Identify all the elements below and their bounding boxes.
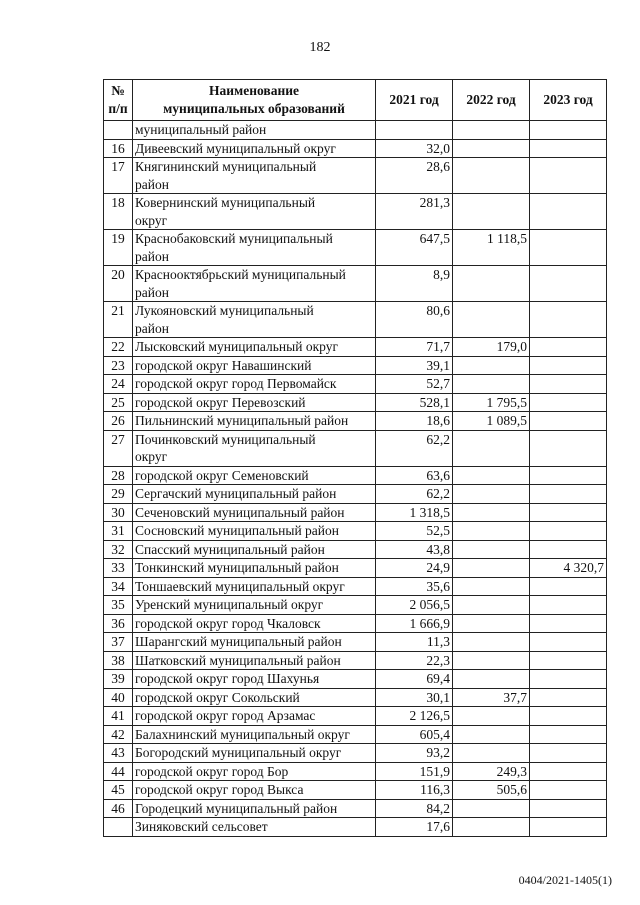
- table-header-row: [104, 80, 607, 121]
- municipality-name-line: городской округ Перевозский: [135, 394, 306, 410]
- municipality-name: [133, 338, 376, 357]
- municipality-name: [133, 522, 376, 541]
- value-2023: [530, 266, 607, 302]
- municipality-name: [133, 230, 376, 266]
- value-2021: 281,3: [376, 194, 453, 230]
- municipality-name: [133, 302, 376, 338]
- value-2021: 22,3: [376, 651, 453, 670]
- municipality-name-line: Лукояновский муниципальный: [135, 303, 314, 318]
- table-row: [104, 522, 607, 541]
- value-2023: [530, 485, 607, 504]
- municipality-name: [133, 466, 376, 485]
- value-2023: [530, 633, 607, 652]
- value-2021: 93,2: [376, 744, 453, 763]
- table-row: [104, 651, 607, 670]
- table-row: [104, 266, 607, 302]
- value-2023: [530, 412, 607, 431]
- value-2022: [453, 633, 530, 652]
- municipality-name: [133, 799, 376, 818]
- value-2022: [453, 139, 530, 158]
- municipality-name-line: Городецкий муниципальный район: [135, 800, 338, 816]
- table-row: [104, 762, 607, 781]
- municipality-name-line: Балахнинский муниципальный округ: [135, 726, 350, 742]
- value-2023: [530, 596, 607, 615]
- value-2023: [530, 707, 607, 726]
- table-row: [104, 466, 607, 485]
- row-number: 16: [104, 139, 133, 158]
- value-2021: 43,8: [376, 540, 453, 559]
- table-row: [104, 302, 607, 338]
- value-2022: [453, 670, 530, 689]
- value-2021: 528,1: [376, 393, 453, 412]
- municipality-name: [133, 818, 376, 837]
- value-2021: 24,9: [376, 559, 453, 578]
- row-number: 40: [104, 688, 133, 707]
- table-row: [104, 393, 607, 412]
- row-number: 41: [104, 707, 133, 726]
- row-number: 44: [104, 762, 133, 781]
- municipality-name-line: Уренский муниципальный округ: [135, 597, 324, 612]
- table-row: [104, 596, 607, 615]
- header-name: [133, 80, 376, 121]
- municipality-name-line: Лысковский муниципальный округ: [135, 339, 338, 354]
- value-2021: 1 666,9: [376, 614, 453, 633]
- value-2023: [530, 744, 607, 763]
- municipality-name-line: Починковский муниципальный: [135, 431, 316, 447]
- municipality-name: [133, 614, 376, 633]
- header-number-line1: №: [111, 83, 125, 98]
- value-2022: [453, 158, 530, 194]
- value-2022: [453, 485, 530, 504]
- row-number: 25: [104, 393, 133, 412]
- table-row: [104, 139, 607, 158]
- value-2021: 17,6: [376, 818, 453, 837]
- municipality-name: [133, 559, 376, 578]
- municipality-name: [133, 393, 376, 412]
- table-row: [104, 430, 607, 466]
- municipality-name: [133, 121, 376, 140]
- municipality-name-line: район: [135, 320, 169, 336]
- value-2021: 35,6: [376, 577, 453, 596]
- header-name-line1: Наименование: [209, 83, 299, 98]
- value-2022: [453, 522, 530, 541]
- municipality-name-line: Тонкинский муниципальный район: [135, 560, 339, 575]
- row-number: 31: [104, 522, 133, 541]
- value-2021: 69,4: [376, 670, 453, 689]
- header-2021: 2021 год: [376, 80, 453, 121]
- municipality-name-line: Дивеевский муниципальный округ: [135, 140, 336, 156]
- value-2021: 62,2: [376, 430, 453, 466]
- municipality-name: [133, 762, 376, 781]
- table-row: [104, 230, 607, 266]
- table-row: [104, 781, 607, 800]
- page-number: 182: [309, 40, 331, 55]
- municipality-name-line: Тоншаевский муниципальный округ: [135, 578, 345, 594]
- municipality-name-line: Краснооктябрьский муниципальный: [135, 267, 346, 282]
- row-number: 21: [104, 302, 133, 338]
- value-2023: [530, 818, 607, 837]
- municipality-name: [133, 744, 376, 763]
- municipality-name-line: городской округ город Бор: [135, 763, 289, 779]
- value-2023: [530, 230, 607, 266]
- value-2021: 1 318,5: [376, 503, 453, 522]
- value-2021: 605,4: [376, 725, 453, 744]
- value-2023: [530, 651, 607, 670]
- value-2022: [453, 577, 530, 596]
- row-number: 43: [104, 744, 133, 763]
- municipality-name: [133, 430, 376, 466]
- municipality-name: [133, 158, 376, 194]
- table-row: [104, 688, 607, 707]
- value-2023: [530, 430, 607, 466]
- table-row: [104, 121, 607, 140]
- table-row: [104, 356, 607, 375]
- table-row: [104, 670, 607, 689]
- municipality-name-line: округ: [135, 449, 168, 464]
- municipality-name-line: городской округ город Арзамас: [135, 708, 316, 723]
- table-row: [104, 577, 607, 596]
- value-2022: [453, 559, 530, 578]
- value-2021: 2 056,5: [376, 596, 453, 615]
- municipality-name-line: Спасский муниципальный район: [135, 541, 325, 557]
- row-number: 18: [104, 194, 133, 230]
- row-number: 22: [104, 338, 133, 357]
- municipality-name-line: Шарангский муниципальный район: [135, 634, 342, 649]
- municipality-name-line: район: [135, 176, 169, 192]
- value-2023: [530, 158, 607, 194]
- table-row: [104, 503, 607, 522]
- value-2021: 151,9: [376, 762, 453, 781]
- value-2021: 71,7: [376, 338, 453, 357]
- municipality-name-line: Шатковский муниципальный район: [135, 652, 341, 668]
- row-number: 42: [104, 725, 133, 744]
- table-row: [104, 818, 607, 837]
- header-2023: 2023 год: [530, 80, 607, 121]
- row-number: 29: [104, 485, 133, 504]
- table-row: [104, 412, 607, 431]
- municipality-name: [133, 688, 376, 707]
- value-2023: [530, 577, 607, 596]
- municipality-name-line: Сергачский муниципальный район: [135, 486, 337, 501]
- row-number: 37: [104, 633, 133, 652]
- value-2021: 28,6: [376, 158, 453, 194]
- municipality-name: [133, 356, 376, 375]
- value-2021: 2 126,5: [376, 707, 453, 726]
- value-2023: [530, 356, 607, 375]
- value-2023: [530, 540, 607, 559]
- municipality-name: [133, 651, 376, 670]
- value-2022: [453, 266, 530, 302]
- value-2022: [453, 707, 530, 726]
- value-2021: 647,5: [376, 230, 453, 266]
- value-2022: [453, 466, 530, 485]
- table-row: [104, 540, 607, 559]
- value-2021: 39,1: [376, 356, 453, 375]
- value-2021: 18,6: [376, 412, 453, 431]
- row-number: 33: [104, 559, 133, 578]
- value-2023: [530, 688, 607, 707]
- header-name-line2: муниципальных образований: [163, 101, 345, 116]
- row-number: 36: [104, 614, 133, 633]
- table-row: [104, 744, 607, 763]
- table-row: [104, 338, 607, 357]
- municipality-name: [133, 670, 376, 689]
- table-row: [104, 725, 607, 744]
- municipality-name-line: Сеченовский муниципальный район: [135, 504, 345, 520]
- municipality-name: [133, 485, 376, 504]
- value-2022: [453, 430, 530, 466]
- value-2023: [530, 522, 607, 541]
- value-2023: [530, 725, 607, 744]
- row-number: 39: [104, 670, 133, 689]
- row-number: 38: [104, 651, 133, 670]
- value-2021: [376, 121, 453, 140]
- municipality-name-line: Пильнинский муниципальный район: [135, 413, 349, 428]
- value-2022: [453, 799, 530, 818]
- value-2022: [453, 356, 530, 375]
- value-2022: [453, 194, 530, 230]
- table-row: [104, 158, 607, 194]
- municipality-name: [133, 781, 376, 800]
- row-number: 45: [104, 781, 133, 800]
- value-2022: 1 089,5: [453, 412, 530, 431]
- municipality-name-line: городской округ Навашинский: [135, 357, 312, 373]
- value-2021: 62,2: [376, 485, 453, 504]
- table-row: [104, 559, 607, 578]
- footer-document-code: 0404/2021-1405(1): [518, 873, 612, 887]
- municipality-name-line: Сосновский муниципальный район: [135, 523, 339, 538]
- row-number: 17: [104, 158, 133, 194]
- value-2023: [530, 799, 607, 818]
- row-number: 32: [104, 540, 133, 559]
- row-number: 26: [104, 412, 133, 431]
- header-number-line2: п/п: [108, 101, 128, 116]
- value-2022: [453, 725, 530, 744]
- row-number: 46: [104, 799, 133, 818]
- municipality-name-line: Княгининский муниципальный: [135, 159, 317, 174]
- value-2022: [453, 744, 530, 763]
- value-2022: 37,7: [453, 688, 530, 707]
- header-2022: 2022 год: [453, 80, 530, 121]
- value-2023: [530, 614, 607, 633]
- municipality-name: [133, 577, 376, 596]
- municipality-name-line: район: [135, 248, 169, 264]
- value-2023: [530, 393, 607, 412]
- value-2023: [530, 466, 607, 485]
- municipality-name-line: Богородский муниципальный округ: [135, 745, 342, 760]
- municipality-name: [133, 633, 376, 652]
- value-2021: 32,0: [376, 139, 453, 158]
- value-2023: [530, 302, 607, 338]
- value-2022: [453, 121, 530, 140]
- value-2022: [453, 596, 530, 615]
- value-2021: 30,1: [376, 688, 453, 707]
- value-2021: 52,7: [376, 375, 453, 394]
- municipality-name: [133, 725, 376, 744]
- value-2021: 80,6: [376, 302, 453, 338]
- value-2022: 1 795,5: [453, 393, 530, 412]
- municipality-name: [133, 707, 376, 726]
- value-2023: [530, 503, 607, 522]
- value-2023: 4 320,7: [530, 559, 607, 578]
- row-number: 19: [104, 230, 133, 266]
- municipality-name-line: городской округ город Шахунья: [135, 671, 320, 686]
- row-number: 20: [104, 266, 133, 302]
- municipality-name: [133, 596, 376, 615]
- value-2022: 179,0: [453, 338, 530, 357]
- municipality-name: [133, 194, 376, 230]
- municipality-name: [133, 266, 376, 302]
- value-2023: [530, 121, 607, 140]
- value-2021: 116,3: [376, 781, 453, 800]
- row-number: 34: [104, 577, 133, 596]
- table-row: [104, 375, 607, 394]
- municipality-name-line: Краснобаковский муниципальный: [135, 231, 333, 246]
- value-2021: 8,9: [376, 266, 453, 302]
- value-2022: 1 118,5: [453, 230, 530, 266]
- municipality-name-line: муниципальный район: [135, 122, 267, 137]
- value-2023: [530, 139, 607, 158]
- municipality-name-line: городской округ город Первомайск: [135, 376, 337, 391]
- table-row: [104, 707, 607, 726]
- value-2023: [530, 375, 607, 394]
- municipality-name-line: городской округ город Выкса: [135, 782, 304, 797]
- value-2023: [530, 338, 607, 357]
- value-2021: 84,2: [376, 799, 453, 818]
- value-2021: 11,3: [376, 633, 453, 652]
- row-number: 35: [104, 596, 133, 615]
- value-2023: [530, 762, 607, 781]
- header-number: [104, 80, 133, 121]
- table-row: [104, 799, 607, 818]
- municipality-name-line: городской округ Сокольский: [135, 689, 300, 705]
- municipal-funding-table: [103, 79, 607, 837]
- row-number: 24: [104, 375, 133, 394]
- value-2023: [530, 670, 607, 689]
- table-row: [104, 194, 607, 230]
- value-2022: [453, 503, 530, 522]
- value-2021: 52,5: [376, 522, 453, 541]
- row-number: [104, 121, 133, 140]
- value-2021: 63,6: [376, 466, 453, 485]
- value-2022: [453, 302, 530, 338]
- row-number: 28: [104, 466, 133, 485]
- row-number: [104, 818, 133, 837]
- table-row: [104, 614, 607, 633]
- value-2022: [453, 614, 530, 633]
- value-2022: [453, 375, 530, 394]
- row-number: 27: [104, 430, 133, 466]
- value-2022: 249,3: [453, 762, 530, 781]
- value-2022: [453, 651, 530, 670]
- municipality-name-line: округ: [135, 212, 168, 228]
- municipality-name-line: Зиняковский сельсовет: [135, 819, 268, 834]
- municipality-name-line: район: [135, 284, 169, 300]
- value-2022: [453, 540, 530, 559]
- municipality-name-line: Ковернинский муниципальный: [135, 195, 316, 210]
- value-2023: [530, 194, 607, 230]
- municipality-name-line: городской округ город Чкаловск: [135, 615, 321, 631]
- municipality-name: [133, 412, 376, 431]
- municipality-name-line: городской округ Семеновский: [135, 467, 309, 483]
- municipality-name: [133, 375, 376, 394]
- row-number: 23: [104, 356, 133, 375]
- table-row: [104, 633, 607, 652]
- value-2023: [530, 781, 607, 800]
- table-row: [104, 485, 607, 504]
- value-2022: [453, 818, 530, 837]
- value-2022: 505,6: [453, 781, 530, 800]
- municipality-name: [133, 139, 376, 158]
- municipality-name: [133, 540, 376, 559]
- municipality-name: [133, 503, 376, 522]
- row-number: 30: [104, 503, 133, 522]
